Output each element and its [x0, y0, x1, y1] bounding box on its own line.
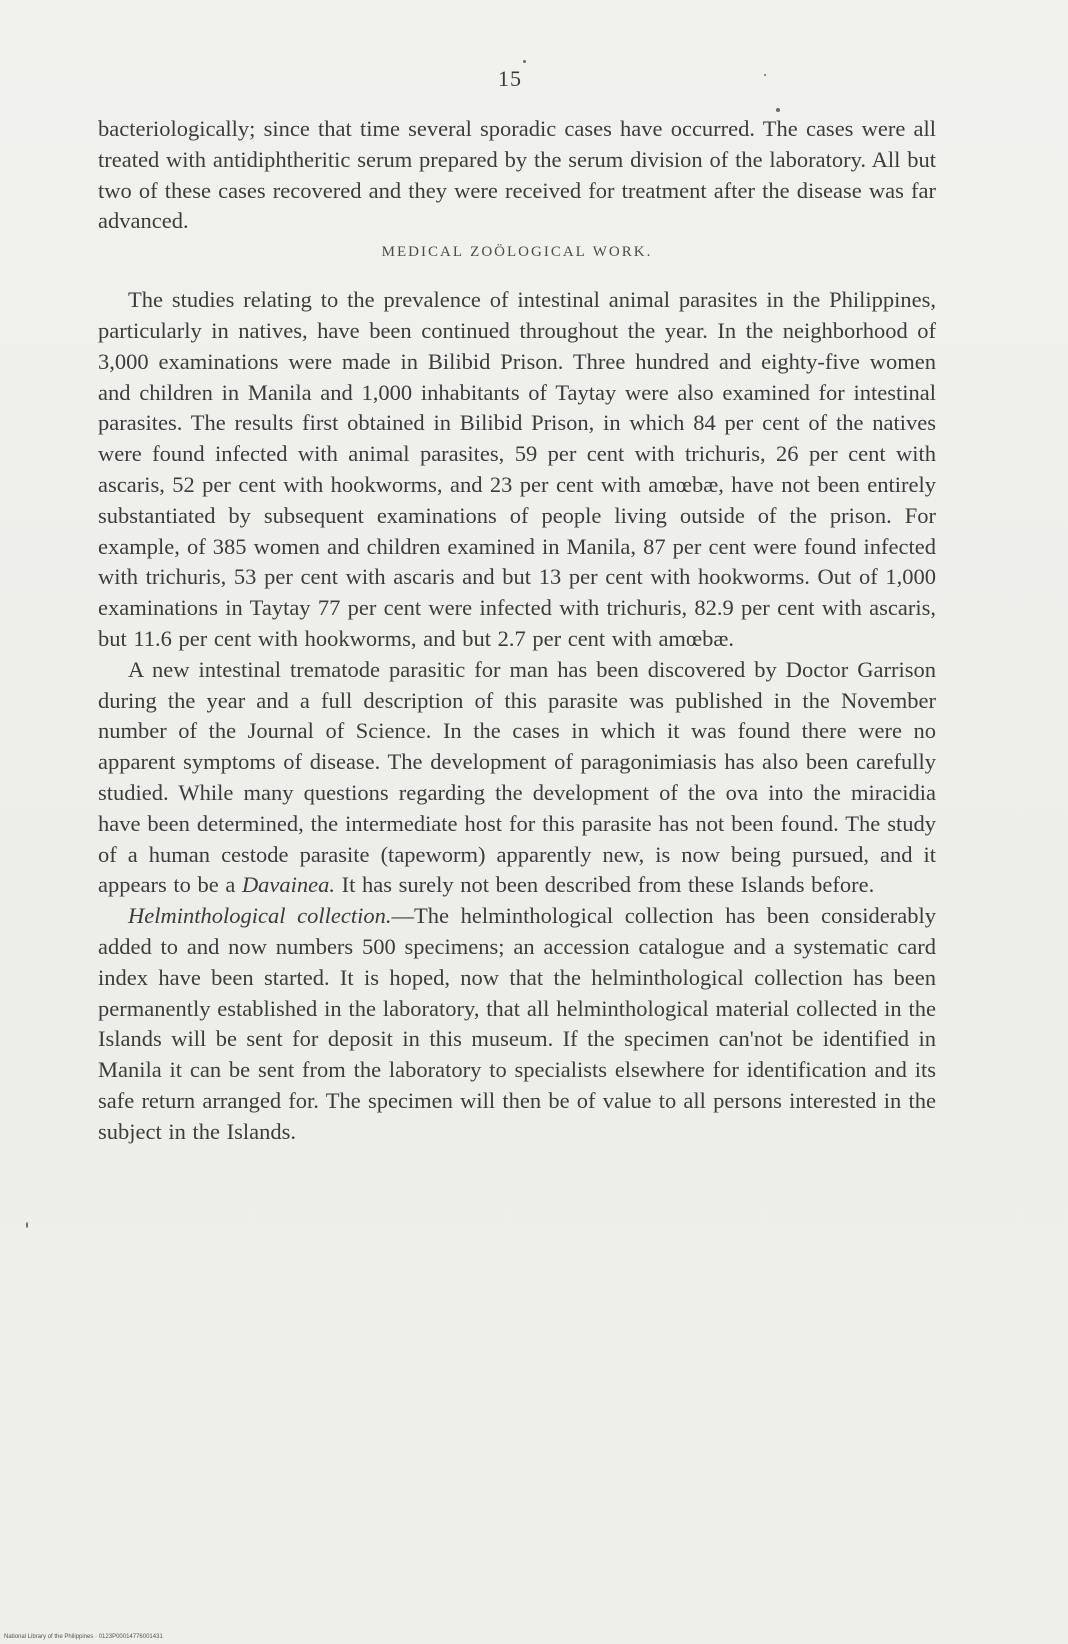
spacer — [98, 273, 936, 285]
footer-source-label: National Library of the Philippines · 0123P00014776001431 — [4, 1634, 163, 1640]
section-heading: MEDICAL ZOÖLOGICAL WORK. — [381, 244, 653, 261]
subsection-title-helminthological-collection: Helminthological collection. — [128, 903, 392, 929]
genus-name-davainea: Davainea. — [241, 872, 336, 898]
scan-speck — [523, 60, 526, 63]
paragraph-helminthological-collection — [98, 901, 936, 1147]
page-number: 15 — [498, 66, 522, 91]
scan-speck — [26, 1222, 28, 1228]
scan-speck — [776, 108, 780, 112]
intro-paragraph: bacteriologically; since that time several sporadic cases have occurred. The cases were all treated with antidiphtheritic serum prepared by the serum division of the laboratory. All but two of these cases recovered and they were received for treatment after the disease was far advanced. — [98, 116, 936, 234]
paragraph-trematode-discovery — [98, 655, 936, 901]
scan-speck — [764, 74, 766, 76]
body-text — [98, 114, 936, 1148]
paragraph-collection-text: —The helminthological collection has been considerably added to and now numbers 500 specimens; an accession catalogue and a systematic card index have been started. It is hoped, now that the helminthological collection has been permanently established in the laboratory, that all helminthological material collected in the Islands will be sent for deposit in this museum. If the specimen can'not be identified in Manila it can be sent from the laboratory to specialists elsewhere for identification and its safe return arranged for. The specimen will then be of value to all persons interested in the subject in the Islands. — [98, 903, 936, 1144]
paragraph-prevalence-studies: The studies relating to the prevalence of intestinal animal parasites in the Philippines, particularly in natives, have been continued throughout the year. In the neighborhood of 3,000 examinations were made in Bilibid Prison. Three hundred and eighty-five women and children in Manila and 1,000 inhabitants of Taytay were also examined for intestinal parasites. The results first obtained in Bilibid Prison, in which 84 per cent of the natives were found infected with animal parasites, 59 per cent with trichuris, 26 per cent with ascaris, 52 per cent with hookworms, and 23 per cent with amœbæ, have not been entirely substantiated by subsequent examinations of people living outside of the prison. For example, of 385 women and children examined in Manila, 87 per cent were found infected with trichuris, 53 per cent with ascaris and but 13 per cent with hookworms. Out of 1,000 examinations in Taytay 77 per cent were infected with trichuris, 82.9 per cent with ascaris, but 11.6 per cent with hookworms, and but 2.7 per cent with amœbæ. — [98, 287, 936, 651]
paragraph-trematode-text: A new intestinal trematode parasitic for man has been discovered by Doctor Garrison during the year and a full description of this parasite was published in the November number of the Journal of Science. In the cases in which it was found there were no apparent symptoms of disease. The development of paragonimiasis has also been carefully studied. While many questions regarding the development of the ova into the miracidia have been determined, the intermediate host for this parasite has not been found. The study of a human cestode parasite (tapeworm) apparently new, is now being pursued, and it appears to be a — [98, 656, 936, 898]
paragraph-trematode-ending: It has surely not been described from these Islands before. — [335, 872, 875, 898]
